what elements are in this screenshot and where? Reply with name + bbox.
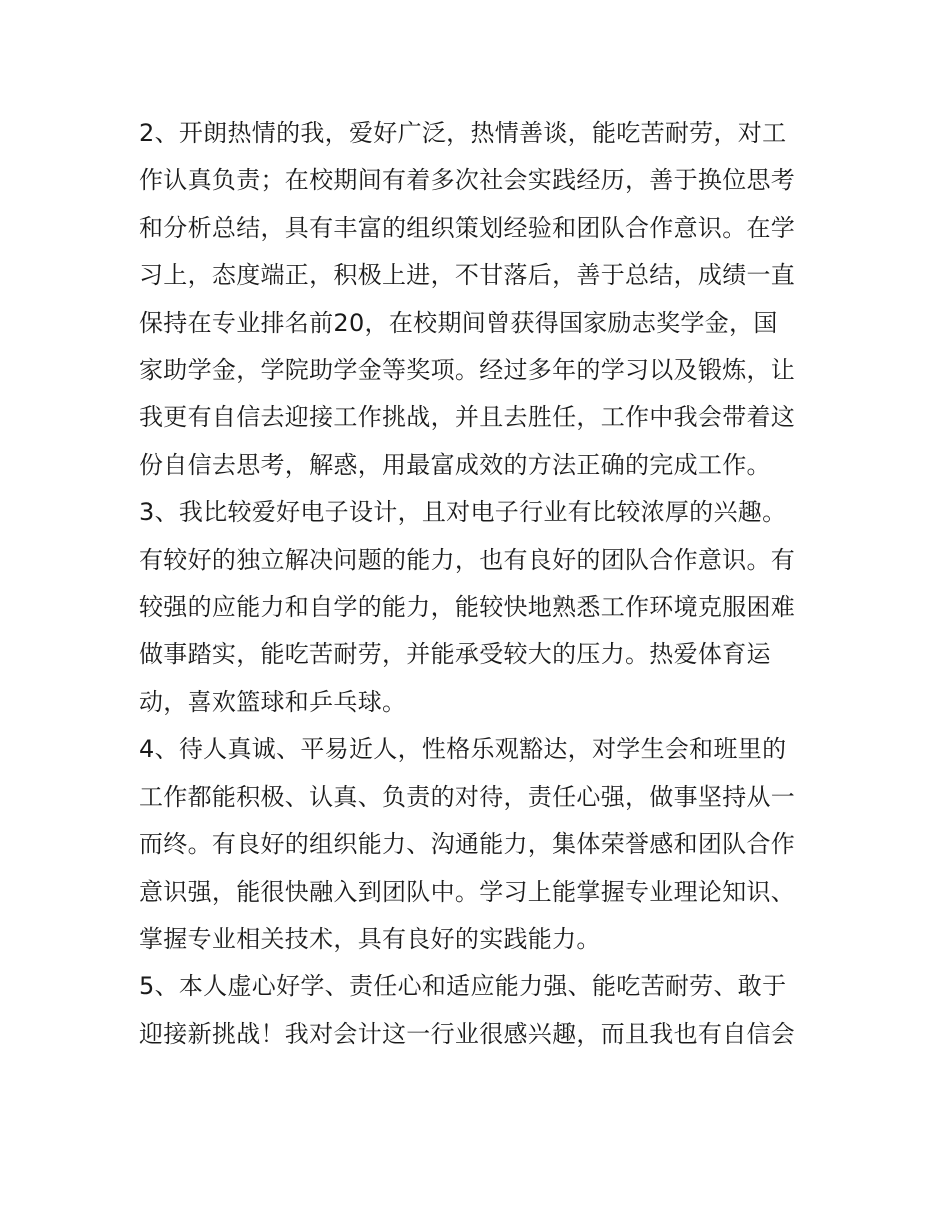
- text-line: 有较好的独立解决问题的能力，也有良好的团队合作意识。有: [139, 545, 796, 574]
- text-line: 份自信去思考，解惑，用最富成效的方法正确的完成工作。: [139, 450, 771, 479]
- text-line: 我更有自信去迎接工作挑战，并且去胜任，工作中我会带着这: [139, 403, 796, 432]
- text-line: 动，喜欢篮球和乒乓球。: [139, 687, 407, 716]
- text-line: 而终。有良好的组织能力、沟通能力，集体荣誉感和团队合作: [139, 830, 796, 859]
- text-line: 作认真负责；在校期间有着多次社会实践经历，善于换位思考: [139, 166, 796, 195]
- text-line: 较强的应能力和自学的能力，能较快地熟悉工作环境克服困难: [139, 593, 796, 622]
- text-line: 家助学金，学院助学金等奖项。经过多年的学习以及锻炼，让: [139, 356, 796, 385]
- text-line: 保持在专业排名前20，在校期间曾获得国家励志奖学金，国: [139, 308, 778, 337]
- text-line: 和分析总结，具有丰富的组织策划经验和团队合作意识。在学: [139, 213, 796, 242]
- text-line: 2、开朗热情的我，爱好广泛，热情善谈，能吃苦耐劳，对工: [139, 119, 787, 147]
- text-line: 习上，态度端正，积极上进，不甘落后，善于总结，成绩一直: [139, 261, 796, 290]
- text-line: 掌握专业相关技术，具有良好的实践能力。: [139, 924, 601, 953]
- text-line: 意识强，能很快融入到团队中。学习上能掌握专业理论知识、: [139, 877, 796, 906]
- text-line: 工作都能积极、认真、负责的对待，责任心强，做事坚持从一: [139, 782, 796, 811]
- text-line: 3、我比较爱好电子设计，且对电子行业有比较浓厚的兴趣。: [139, 498, 787, 527]
- text-line: 5、本人虚心好学、责任心和适应能力强、能吃苦耐劳、敢于: [139, 972, 787, 1001]
- text-line: 4、待人真诚、平易近人，性格乐观豁达，对学生会和班里的: [139, 735, 787, 764]
- document-body: [139, 110, 819, 1058]
- text-line: 迎接新挑战！我对会计这一行业很感兴趣，而且我也有自信会: [139, 1019, 796, 1048]
- text-line: 做事踏实，能吃苦耐劳，并能承受较大的压力。热爱体育运: [139, 640, 771, 669]
